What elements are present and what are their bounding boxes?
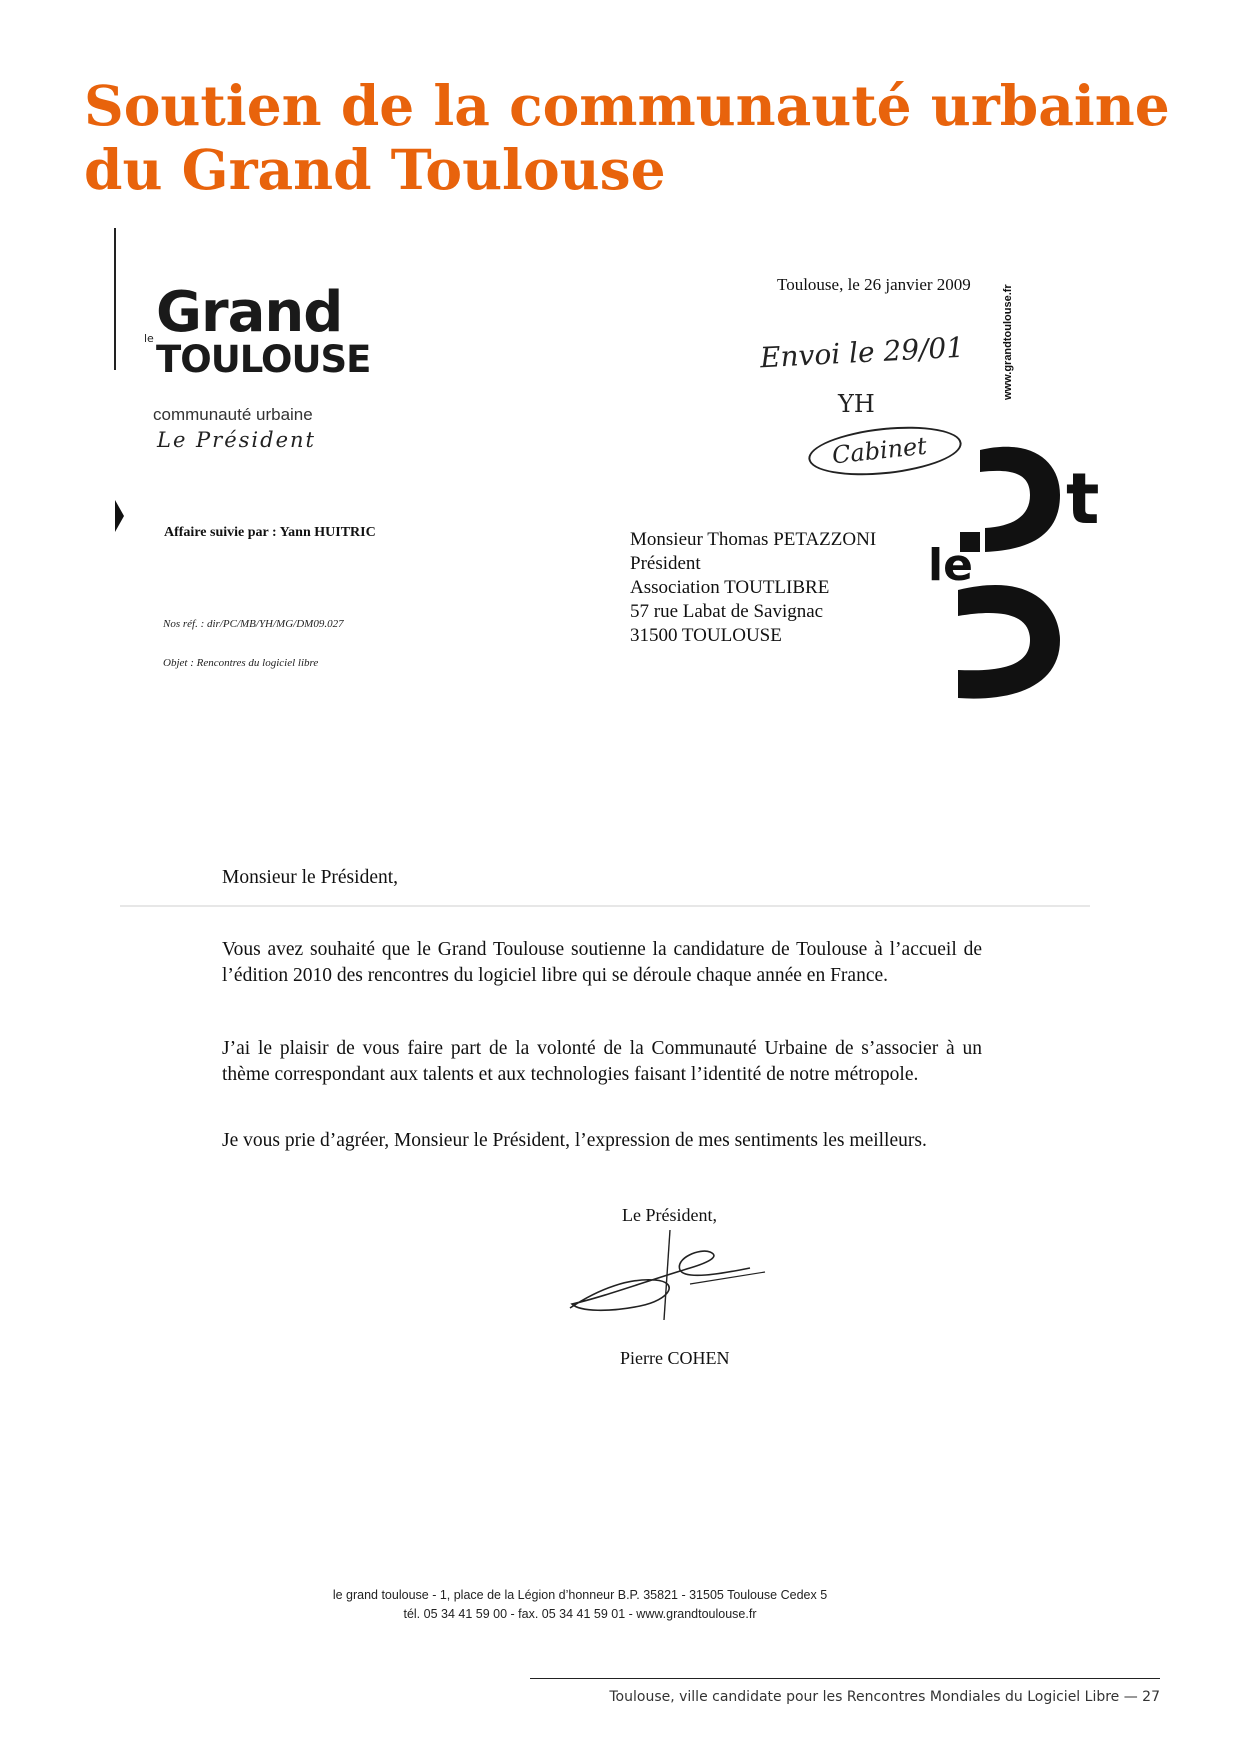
reference: Nos réf. : dir/PC/MB/YH/MG/DM09.027 (163, 618, 344, 630)
big-logo-le: le (928, 540, 973, 591)
recipient-line: Monsieur Thomas PETAZZONI (630, 529, 877, 550)
logo-toulouse: TOULOUSE (156, 338, 371, 381)
page-title: Soutien de la communauté urbaine du Grand Toulouse (84, 73, 1170, 202)
letter-paragraph: Vous avez souhaité que le Grand Toulouse soutienne la candidature de Toulouse à l’accueil de l’édition 2010 des rencontres du logiciel libre qui se déroule chaque année en France. (222, 939, 982, 986)
org-subtitle: communauté urbaine (153, 405, 313, 424)
margin-mark-icon (115, 500, 124, 532)
grand-toulouse-logo (144, 280, 400, 384)
handwritten-initials: YH (838, 390, 875, 418)
letter-date: Toulouse, le 26 janvier 2009 (777, 275, 971, 294)
objet: Objet : Rencontres du logiciel libre (163, 657, 319, 669)
handwritten-sent-note: Envoi le 29/01 (759, 330, 965, 375)
big-logo-t: t (1066, 458, 1100, 540)
scan-noise (120, 905, 1090, 907)
signatory: Pierre COHEN (620, 1348, 730, 1368)
signature (560, 1228, 780, 1328)
page-footer: Toulouse, ville candidate pour les Rencontres Mondiales du Logiciel Libre — 27 (609, 1689, 1160, 1705)
letter-paragraph: Je vous prie d’agréer, Monsieur le Président, l’expression de mes sentiments les meilleurs. (222, 1130, 927, 1151)
big-gt-logo (930, 440, 1100, 700)
recipient-line: Association TOUTLIBRE (630, 577, 830, 598)
footer-rule (530, 1678, 1160, 1679)
vertical-website: www.grandtoulouse.fr (1002, 284, 1014, 400)
recipient-line: Président (630, 553, 701, 574)
logo-grand: Grand (156, 280, 343, 345)
recipient-block (630, 528, 876, 648)
closing: Le Président, (622, 1205, 717, 1225)
logo-prefix: le (144, 332, 154, 345)
margin-bar (114, 228, 116, 370)
affaire-suivie: Affaire suivie par : Yann HUITRIC (164, 525, 376, 540)
recipient-line: 57 rue Labat de Savignac (630, 601, 824, 622)
org-sender: Le Président (157, 428, 316, 452)
letter-footer-line: le grand toulouse - 1, place de la Légion d’honneur B.P. 35821 - 31505 Toulouse Cedex 5 (332, 1588, 828, 1602)
recipient-line: 31500 TOULOUSE (630, 625, 782, 646)
handwritten-stamp-text: Cabinet (830, 431, 929, 470)
letter-footer-line: tél. 05 34 41 59 00 - fax. 05 34 41 59 01 - www.grandtoulouse.fr (403, 1607, 757, 1621)
salutation: Monsieur le Président, (222, 867, 399, 888)
letter-paragraph: J’ai le plaisir de vous faire part de la volonté de la Communauté Urbaine de s’associer à un thème correspondant aux talents et aux technologies faisant l’identité de notre métropole. (222, 1038, 982, 1085)
